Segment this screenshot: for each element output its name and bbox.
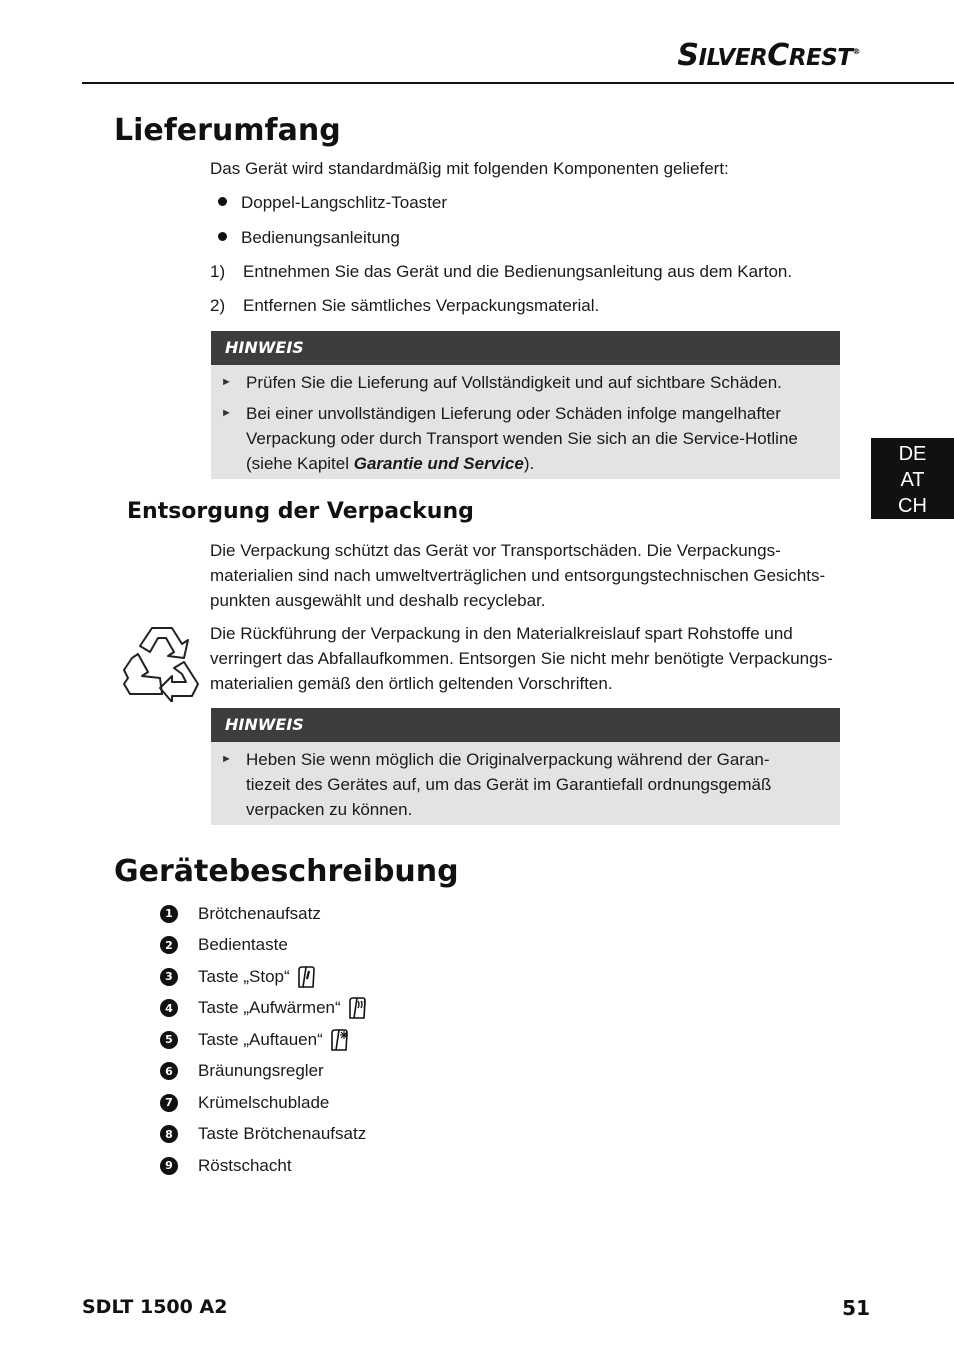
note-item: ► Prüfen Sie die Lieferung auf Vollständigkeit und auf sichtbare Schäden. — [211, 370, 840, 395]
recycle-icon — [122, 624, 202, 702]
note-item: ► Heben Sie wenn möglich die Originalverpackung während der Garan- tiezeit des Gerätes auf, um das Gerät im Garantiefall ordnungsgemäß verpacken zu können. — [211, 747, 840, 822]
list-item: Bedienungsanleitung — [218, 228, 400, 248]
note-box — [211, 708, 840, 825]
header-rule — [82, 82, 954, 84]
brand-logo: SILVERCREST® — [677, 38, 860, 73]
lang-ch: CH — [898, 495, 927, 517]
footer-model: SDLT 1500 A2 — [82, 1296, 228, 1318]
section-title-geraetebeschreibung: Gerätebeschreibung — [114, 854, 459, 889]
step-item: 1) Entnehmen Sie das Gerät und die Bedienungsanleitung aus dem Karton. — [210, 262, 793, 281]
parts-list — [160, 898, 369, 1182]
part-item: 3 Taste „Stop“ — [160, 961, 369, 993]
lang-at: AT — [900, 469, 925, 491]
bullet-icon — [218, 232, 227, 241]
stop-icon — [296, 965, 316, 989]
lang-de: DE — [898, 443, 927, 465]
part-item: 9 Röstschacht — [160, 1150, 369, 1182]
part-item: 2 Bedientaste — [160, 930, 369, 962]
note-heading: HINWEIS — [211, 708, 840, 742]
page-number: 51 — [842, 1296, 870, 1320]
part-item: 4 Taste „Aufwärmen“ — [160, 993, 369, 1025]
step-item: 2) Entfernen Sie sämtliches Verpackungsmaterial. — [210, 296, 600, 315]
link-garantie-service: Garantie und Service — [353, 454, 524, 473]
note-item: ► Bei einer unvollständigen Lieferung oder Schäden infolge mangelhafter Verpackung oder durch Transport wenden Sie sich an die Service-Hotline (siehe Kapitel Garantie und Service). — [211, 401, 840, 476]
bullet-icon — [218, 197, 227, 206]
part-item: 5 Taste „Auftauen“ — [160, 1024, 369, 1056]
part-item: 1 Brötchenaufsatz — [160, 898, 369, 930]
para-recycling: Die Rückführung der Verpackung in den Materialkreislauf spart Rohstoffe und verringert das Abfallaufkommen. Entsorgen Sie nicht mehr benötigte Verpackungs- materialien gemäß den örtlich geltenden Vorschriften. — [210, 624, 833, 693]
note-box — [211, 331, 840, 479]
intro-text: Das Gerät wird standardmäßig mit folgenden Komponenten geliefert: — [210, 159, 729, 178]
section-title-lieferumfang: Lieferumfang — [114, 113, 341, 148]
para-packaging: Die Verpackung schützt das Gerät vor Transportschäden. Die Verpackungs- materialien sind nach umweltverträglichen und entsorgungstechnischen Gesichts- punkten ausgewählt und deshalb recyclebar. — [210, 541, 826, 610]
list-item: Doppel-Langschlitz-Toaster — [218, 193, 447, 213]
reheat-icon — [347, 996, 369, 1020]
part-item: 7 Krümelschublade — [160, 1087, 369, 1119]
note-heading: HINWEIS — [211, 331, 840, 365]
arrow-icon: ► — [221, 407, 232, 419]
language-tab — [871, 438, 954, 519]
part-item: 8 Taste Brötchenaufsatz — [160, 1119, 369, 1151]
defrost-icon — [329, 1028, 351, 1052]
part-item: 6 Bräunungsregler — [160, 1056, 369, 1088]
arrow-icon: ► — [221, 376, 232, 388]
section-title-entsorgung: Entsorgung der Verpackung — [127, 499, 474, 524]
arrow-icon: ► — [221, 753, 232, 765]
